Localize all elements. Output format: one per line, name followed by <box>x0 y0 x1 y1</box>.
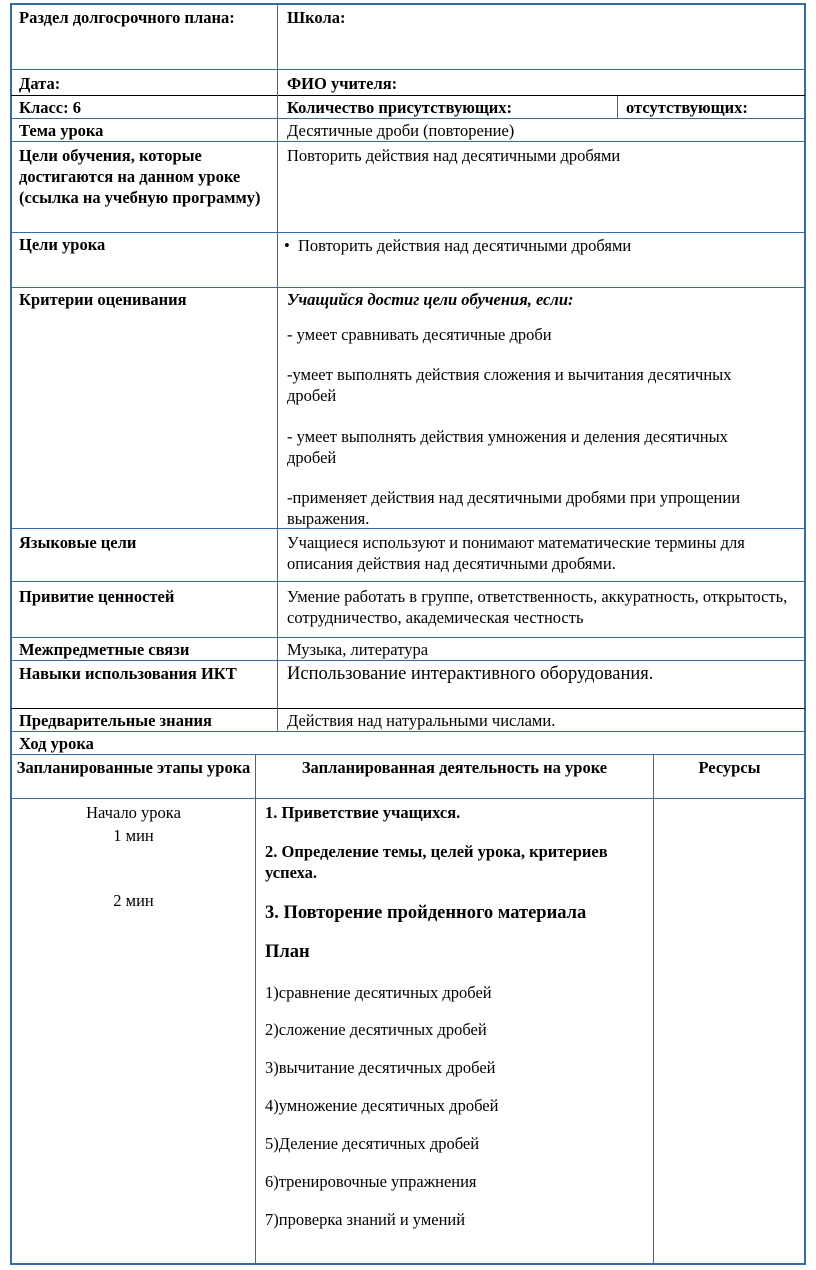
stage-time-2: 2 мин <box>113 891 154 910</box>
col-resources-header: Ресурсы <box>698 758 761 777</box>
topic-value: Десятичные дроби (повторение) <box>287 121 515 140</box>
learning-goals-label: Цели обучения, которые достигаются на данном уроке (ссылка на учебную программу) <box>19 146 261 207</box>
col-activity-header: Запланированная деятельность на уроке <box>301 758 608 777</box>
values-value: Умение работать в группе, ответственность, аккуратность, открытость, сотрудничество, академическая честность <box>287 587 788 627</box>
prior-knowledge-label: Предварительные знания <box>19 711 212 730</box>
plan-item: 3)вычитание десятичных дробей <box>265 1058 496 1077</box>
plan-item: 4)умножение десятичных дробей <box>265 1096 499 1115</box>
absent-label: отсутствующих: <box>626 98 748 117</box>
plan-item: 1)сравнение десятичных дробей <box>265 983 492 1002</box>
criteria-label: Критерии оценивания <box>19 290 187 309</box>
plan-item: 2)сложение десятичных дробей <box>265 1020 487 1039</box>
criteria-item: -применяет действия над десятичными дробями при упрощении выражения. <box>287 488 741 528</box>
plan-item: 6)тренировочные упражнения <box>265 1172 477 1191</box>
activity-step-2: 2. Определение темы, целей урока, критериев успеха. <box>265 842 608 882</box>
ict-label: Навыки использования ИКТ <box>19 664 237 683</box>
lesson-goals-label: Цели урока <box>19 235 106 254</box>
section-label: Раздел долгосрочного плана: <box>19 8 235 27</box>
prior-knowledge-value: Действия над натуральными числами. <box>287 711 556 730</box>
values-label: Привитие ценностей <box>19 587 175 606</box>
language-goals-value: Учащиеся используют и понимают математические термины для описания действия над десятичными дробями. <box>287 533 745 573</box>
criteria-intro: Учащийся достиг цели обучения, если: <box>287 290 574 309</box>
criteria-item: -умеет выполнять действия сложения и вычитания десятичных дробей <box>287 365 732 405</box>
activity-step-1: 1. Приветствие учащихся. <box>265 803 461 822</box>
criteria-item: - умеет сравнивать десятичные дроби <box>287 325 552 344</box>
class-label: Класс: 6 <box>19 98 81 117</box>
ict-value: Использование интерактивного оборудования. <box>287 664 654 684</box>
stage-time-1: 1 мин <box>113 826 154 845</box>
stage-name: Начало урока <box>86 803 181 822</box>
course-title: Ход урока <box>19 734 94 753</box>
date-label: Дата: <box>19 74 61 93</box>
col-stages-header: Запланированные этапы урока <box>16 758 251 777</box>
activity-step-3: 3. Повторение пройденного материала <box>265 903 587 923</box>
learning-goals-value: Повторить действия над десятичными дробями <box>287 146 621 165</box>
plan-item: 7)проверка знаний и умений <box>265 1210 466 1229</box>
plan-item: 5)Деление десятичных дробей <box>265 1134 480 1153</box>
criteria-item: - умеет выполнять действия умножения и деления десятичных дробей <box>287 427 728 467</box>
bullet-icon: • <box>284 236 290 255</box>
teacher-label: ФИО учителя: <box>287 74 398 93</box>
crosslinks-label: Межпредметные связи <box>19 640 190 659</box>
lesson-goals-value: Повторить действия над десятичными дробями <box>298 236 632 255</box>
language-goals-label: Языковые цели <box>19 533 137 552</box>
present-label: Количество присутствующих: <box>287 98 513 117</box>
crosslinks-value: Музыка, литература <box>287 640 429 659</box>
topic-label: Тема урока <box>19 121 104 140</box>
plan-title: План <box>265 942 310 962</box>
school-label: Школа: <box>287 8 346 27</box>
